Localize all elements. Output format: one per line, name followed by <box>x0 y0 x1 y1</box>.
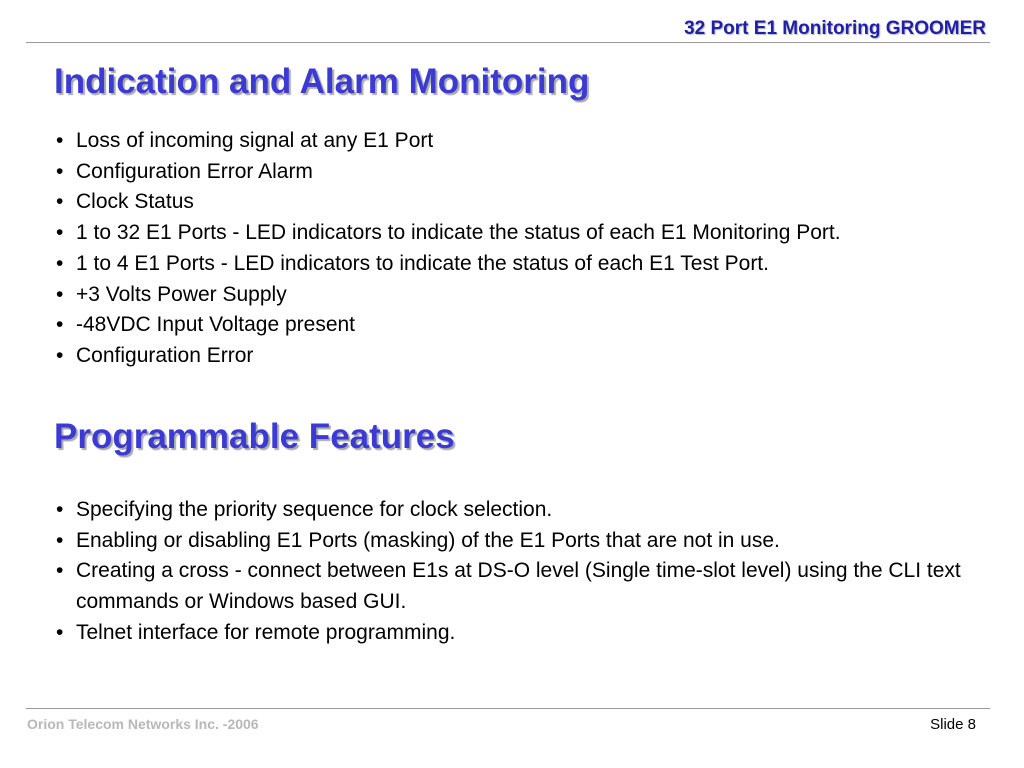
indication-heading: Indication and Alarm Monitoring <box>54 62 590 101</box>
list-item: • Clock Status <box>56 187 986 218</box>
list-item: • Configuration Error <box>56 341 986 372</box>
list-item: • 1 to 4 E1 Ports - LED indicators to indicate the status of each E1 Test Port. <box>56 249 986 280</box>
programmable-list <box>56 495 986 649</box>
list-item: • +3 Volts Power Supply <box>56 280 986 311</box>
list-item: • Telnet interface for remote programming. <box>56 618 986 649</box>
footer-divider <box>26 708 990 709</box>
list-item: • Specifying the priority sequence for clock selection. <box>56 495 986 526</box>
list-item: • Creating a cross - connect between E1s at DS-O level (Single time-slot level) using the CLI text commands or Windows based GUI. <box>56 556 986 617</box>
list-item: • Enabling or disabling E1 Ports (masking) of the E1 Ports that are not in use. <box>56 526 986 557</box>
indication-list <box>56 126 986 372</box>
list-item: • -48VDC Input Voltage present <box>56 310 986 341</box>
footer-company: Orion Telecom Networks Inc. -2006 <box>27 716 259 732</box>
slide-number: Slide 8 <box>930 716 976 733</box>
list-item: • Loss of incoming signal at any E1 Port <box>56 126 986 157</box>
header-divider <box>26 42 990 43</box>
list-item: • 1 to 32 E1 Ports - LED indicators to indicate the status of each E1 Monitoring Port. <box>56 218 986 249</box>
presentation-title: 32 Port E1 Monitoring GROOMER <box>684 18 986 39</box>
programmable-heading: Programmable Features <box>54 417 455 456</box>
list-item: • Configuration Error Alarm <box>56 157 986 188</box>
